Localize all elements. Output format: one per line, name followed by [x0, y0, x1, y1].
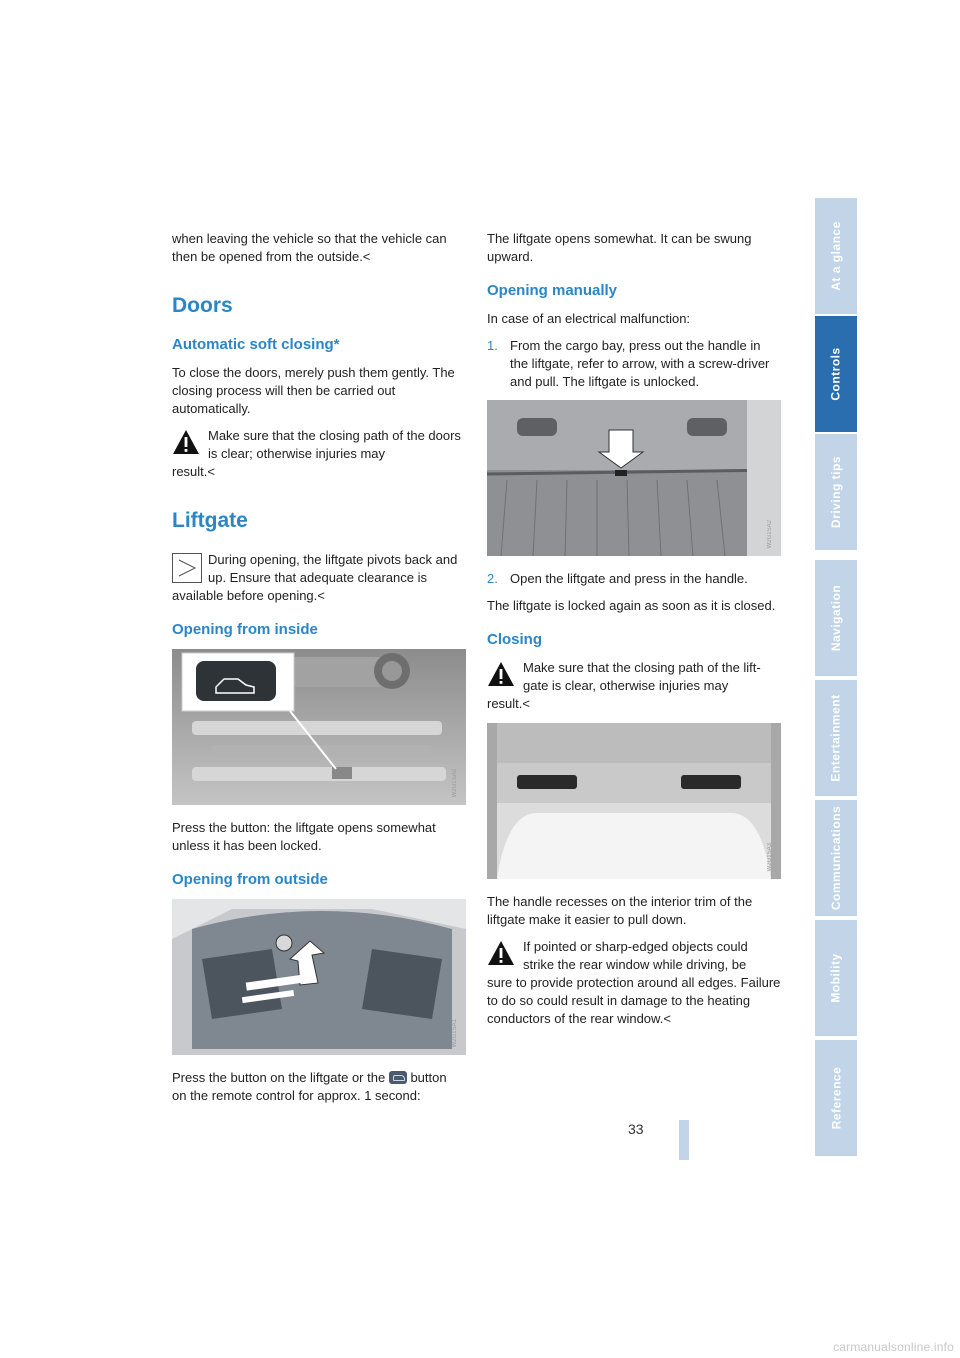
figure-id: W2G1SA1 — [452, 1018, 458, 1047]
auto-soft-closing-text: To close the doors, merely push them gently. The closing process will then be carried out automatically. — [172, 365, 455, 416]
doors-warning — [172, 427, 464, 481]
locked-again-text: The liftgate is locked again as soon as it is closed. — [487, 598, 776, 613]
list-item — [487, 337, 782, 391]
closing-heading: Closing — [487, 631, 542, 648]
liftgate-note-tail: available before opening.< — [172, 588, 325, 603]
malfunction-text: In case of an electrical malfunction: — [487, 311, 691, 326]
note-icon — [172, 553, 202, 583]
closing-warning-tail: result.< — [487, 696, 530, 711]
tab-driving-tips[interactable]: Driving tips — [815, 434, 857, 552]
figure-id: W2G1SA2 — [767, 519, 773, 548]
manual-steps — [487, 337, 782, 391]
inside-text: Press the button: the liftgate opens somewhat unless it has been locked. — [172, 820, 436, 853]
closing-handle-figure — [487, 723, 781, 879]
liftgate-interior-image — [487, 723, 781, 879]
outside-text-after: button on the remote control for approx. 1 second: — [172, 1070, 447, 1103]
outside-button-figure — [172, 899, 466, 1055]
tab-mobility[interactable]: Mobility — [815, 920, 857, 1038]
sharp-warning-tail: sure to provide protection around all edges. Failure to do so could result in damage to the heating conductors of the rear window.< — [487, 975, 781, 1026]
liftgate-remote-icon — [389, 1071, 407, 1084]
outside-text — [172, 1069, 464, 1105]
chapter-sidebar — [815, 198, 857, 1160]
closing-warning-text: Make sure that the closing path of the lift-gate is clear, otherwise injuries may — [523, 660, 761, 693]
left-column — [172, 230, 464, 1114]
opening-manually-heading: Opening manually — [487, 282, 618, 299]
inside-button-figure — [172, 649, 466, 805]
tab-controls[interactable]: Controls — [815, 316, 857, 434]
tab-reference[interactable]: Reference — [815, 1040, 857, 1158]
warning-icon — [487, 661, 515, 687]
manual-steps-continued — [487, 570, 782, 588]
warning-icon — [172, 429, 200, 455]
liftgate-exterior-image — [172, 899, 466, 1055]
right-column — [487, 230, 782, 1038]
auto-soft-closing-heading: Automatic soft closing* — [172, 336, 340, 353]
liftgate-note — [172, 551, 464, 605]
figure-id: W2G1SA3 — [767, 842, 773, 871]
page-number: 33 — [628, 1121, 644, 1137]
opening-outside-heading: Opening from outside — [172, 871, 328, 888]
doors-heading: Doors — [172, 294, 233, 317]
opening-inside-heading: Opening from inside — [172, 621, 318, 638]
step-number: 1. — [487, 338, 498, 353]
liftgate-heading: Liftgate — [172, 509, 248, 532]
handle-recess-text: The handle recesses on the interior trim of the liftgate make it easier to pull down. — [487, 894, 753, 927]
outside-text-before: Press the button on the liftgate or the — [172, 1070, 386, 1085]
step-text: Open the liftgate and press in the handle. — [510, 571, 748, 586]
intro-text: when leaving the vehicle so that the vehicle can then be opened from the outside.< — [172, 231, 447, 264]
list-item — [487, 570, 782, 588]
sharp-warning-text: If pointed or sharp-edged objects could strike the rear window while driving, be — [523, 939, 748, 972]
doors-warning-text: Make sure that the closing path of the doors is clear; otherwise injuries may — [208, 428, 461, 461]
page-number-bar — [679, 1120, 689, 1160]
warning-icon — [487, 940, 515, 966]
step-number: 2. — [487, 571, 498, 586]
tab-communications[interactable]: Communications — [815, 800, 857, 918]
dashboard-console-image — [172, 649, 466, 805]
cargo-bay-image — [487, 400, 781, 556]
closing-warning — [487, 659, 782, 713]
doors-warning-tail: result.< — [172, 464, 215, 479]
step-text: From the cargo bay, press out the handle in the liftgate, refer to arrow, with a screw-driver and pull. The liftgate is unlocked. — [510, 338, 770, 389]
liftgate-note-text: During opening, the liftgate pivots back and up. Ensure that adequate clearance is — [208, 552, 458, 585]
tab-at-a-glance[interactable]: At a glance — [815, 198, 857, 316]
figure-id: W2G1SA0 — [452, 768, 458, 797]
tab-navigation[interactable]: Navigation — [815, 560, 857, 678]
swing-text: The liftgate opens somewhat. It can be swung upward. — [487, 231, 752, 264]
tab-entertainment[interactable]: Entertainment — [815, 680, 857, 798]
watermark: carmanualsonline.info — [833, 1340, 954, 1354]
manual-handle-figure — [487, 400, 781, 556]
sharp-objects-warning — [487, 938, 782, 1028]
